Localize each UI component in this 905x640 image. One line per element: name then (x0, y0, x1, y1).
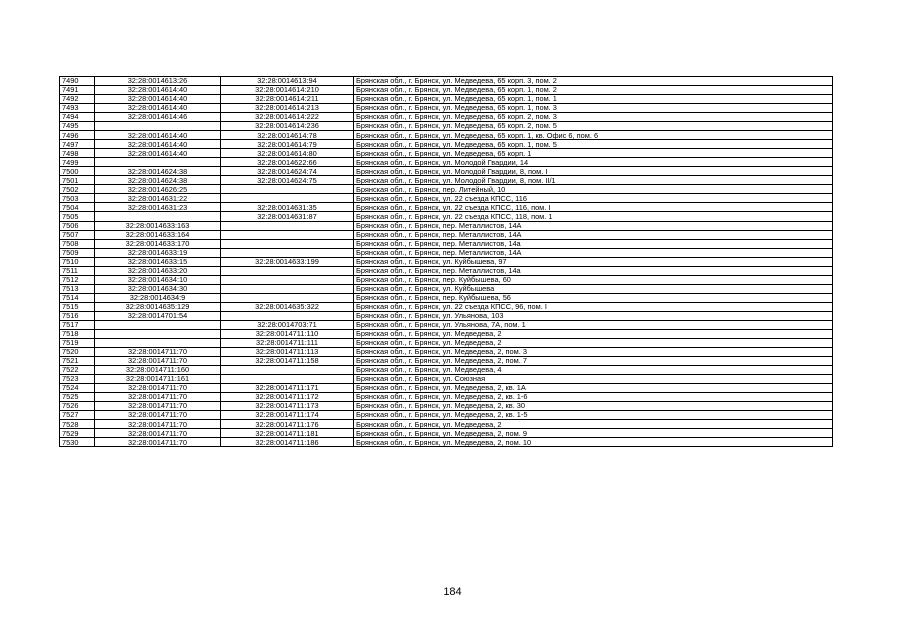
row-number-cell: 7491 (60, 86, 95, 95)
cadastral-object-cell: 32:28:0014711:181 (221, 429, 354, 438)
cadastral-object-cell: 32:28:0014631:35 (221, 203, 354, 212)
address-cell: Брянская обл., г. Брянск, ул. Медведева, 65 корп. 1, пом. 3 (354, 104, 833, 113)
cadastral-object-cell (221, 194, 354, 203)
table-row (60, 438, 833, 447)
row-number-cell: 7492 (60, 95, 95, 104)
address-cell: Брянская обл., г. Брянск, пер. Металлистов, 14а (354, 266, 833, 275)
cadastral-object-cell (221, 185, 354, 194)
row-number-cell: 7498 (60, 149, 95, 158)
row-number-cell: 7514 (60, 293, 95, 302)
table-row (60, 275, 833, 284)
cadastral-object-cell (221, 239, 354, 248)
cadastral-block-cell: 32:28:0014635:129 (95, 302, 221, 311)
cadastral-block-cell: 32:28:0014613:26 (95, 77, 221, 86)
cadastral-object-cell: 32:28:0014622:66 (221, 158, 354, 167)
cadastral-object-cell: 32:28:0014711:186 (221, 438, 354, 447)
cadastral-block-cell (95, 122, 221, 131)
cadastral-block-cell: 32:28:0014626:25 (95, 185, 221, 194)
address-cell: Брянская обл., г. Брянск, ул. Медведева, 2, кв. 30 (354, 402, 833, 411)
table-row (60, 185, 833, 194)
cadastral-block-cell: 32:28:0014711:70 (95, 347, 221, 356)
address-cell: Брянская обл., г. Брянск, ул. Куйбышева (354, 284, 833, 293)
row-number-cell: 7517 (60, 320, 95, 329)
row-number-cell: 7522 (60, 366, 95, 375)
cadastral-block-cell (95, 320, 221, 329)
table-row (60, 420, 833, 429)
address-cell: Брянская обл., г. Брянск, ул. Союзная (354, 375, 833, 384)
table-row (60, 77, 833, 86)
cadastral-block-cell: 32:28:0014633:19 (95, 248, 221, 257)
cadastral-object-cell: 32:28:0014711:173 (221, 402, 354, 411)
address-cell: Брянская обл., г. Брянск, ул. 22 съезда КПСС, 116, пом. I (354, 203, 833, 212)
row-number-cell: 7510 (60, 257, 95, 266)
cadastral-block-cell: 32:28:0014634:30 (95, 284, 221, 293)
cadastral-block-cell: 32:28:0014633:163 (95, 221, 221, 230)
cadastral-object-cell: 32:28:0014711:110 (221, 329, 354, 338)
address-cell: Брянская обл., г. Брянск, ул. Ульянова, 7А, пом. 1 (354, 320, 833, 329)
address-cell: Брянская обл., г. Брянск, ул. Медведева, 2, кв. 1-6 (354, 393, 833, 402)
row-number-cell: 7521 (60, 356, 95, 365)
address-cell: Брянская обл., г. Брянск, ул. Медведева, 2, пом. 10 (354, 438, 833, 447)
cadastral-block-cell: 32:28:0014614:40 (95, 149, 221, 158)
cadastral-block-cell: 32:28:0014634:9 (95, 293, 221, 302)
address-cell: Брянская обл., г. Брянск, ул. Медведева, 2, кв. 1А (354, 384, 833, 393)
address-cell: Брянская обл., г. Брянск, ул. Куйбышева, 97 (354, 257, 833, 266)
cadastral-object-cell: 32:28:0014624:75 (221, 176, 354, 185)
table-row (60, 194, 833, 203)
cadastral-block-cell: 32:28:0014633:164 (95, 230, 221, 239)
cadastral-object-cell: 32:28:0014711:158 (221, 356, 354, 365)
row-number-cell: 7513 (60, 284, 95, 293)
address-cell: Брянская обл., г. Брянск, пер. Металлистов, 14А (354, 221, 833, 230)
row-number-cell: 7509 (60, 248, 95, 257)
cadastral-object-cell: 32:28:0014614:80 (221, 149, 354, 158)
table-row (60, 411, 833, 420)
cadastral-block-cell (95, 212, 221, 221)
row-number-cell: 7494 (60, 113, 95, 122)
row-number-cell: 7505 (60, 212, 95, 221)
cadastral-object-cell: 32:28:0014624:74 (221, 167, 354, 176)
table-row (60, 338, 833, 347)
row-number-cell: 7507 (60, 230, 95, 239)
table-row (60, 266, 833, 275)
table-row (60, 356, 833, 365)
address-cell: Брянская обл., г. Брянск, ул. Медведева, 2 (354, 338, 833, 347)
cadastral-block-cell: 32:28:0014631:23 (95, 203, 221, 212)
address-cell: Брянская обл., г. Брянск, ул. 22 съезда КПСС, 116 (354, 194, 833, 203)
cadastral-object-cell (221, 293, 354, 302)
cadastral-object-cell (221, 275, 354, 284)
row-number-cell: 7501 (60, 176, 95, 185)
cadastral-object-cell: 32:28:0014711:111 (221, 338, 354, 347)
cadastral-object-cell: 32:28:0014703:71 (221, 320, 354, 329)
cadastral-object-cell: 32:28:0014711:172 (221, 393, 354, 402)
table-row (60, 221, 833, 230)
address-cell: Брянская обл., г. Брянск, ул. 22 съезда КПСС, 118, пом. 1 (354, 212, 833, 221)
table-row (60, 429, 833, 438)
address-cell: Брянская обл., г. Брянск, ул. Медведева, 2, пом. 3 (354, 347, 833, 356)
cadastral-object-cell: 32:28:0014614:78 (221, 131, 354, 140)
table-row (60, 122, 833, 131)
cadastral-block-cell: 32:28:0014711:70 (95, 402, 221, 411)
row-number-cell: 7497 (60, 140, 95, 149)
cadastral-object-cell (221, 248, 354, 257)
table-row (60, 375, 833, 384)
table-row (60, 329, 833, 338)
cadastral-block-cell: 32:28:0014614:40 (95, 131, 221, 140)
cadastral-object-cell (221, 284, 354, 293)
cadastral-object-cell (221, 266, 354, 275)
cadastral-object-cell: 32:28:0014614:213 (221, 104, 354, 113)
cadastral-block-cell (95, 329, 221, 338)
address-cell: Брянская обл., г. Брянск, ул. Медведева, 65 корп. 1, пом. 1 (354, 95, 833, 104)
table-row (60, 366, 833, 375)
cadastral-block-cell: 32:28:0014631:22 (95, 194, 221, 203)
cadastral-object-cell (221, 366, 354, 375)
registry-table-body (60, 77, 833, 447)
row-number-cell: 7495 (60, 122, 95, 131)
row-number-cell: 7515 (60, 302, 95, 311)
row-number-cell: 7526 (60, 402, 95, 411)
cadastral-block-cell: 32:28:0014614:40 (95, 140, 221, 149)
cadastral-block-cell: 32:28:0014614:46 (95, 113, 221, 122)
address-cell: Брянская обл., г. Брянск, ул. Медведева, 2, кв. 1-5 (354, 411, 833, 420)
cadastral-object-cell (221, 230, 354, 239)
address-cell: Брянская обл., г. Брянск, ул. Ульянова, 103 (354, 311, 833, 320)
cadastral-object-cell: 32:28:0014631:87 (221, 212, 354, 221)
table-row (60, 230, 833, 239)
cadastral-object-cell: 32:28:0014614:79 (221, 140, 354, 149)
address-cell: Брянская обл., г. Брянск, ул. Медведева, 65 корп. 1, пом. 5 (354, 140, 833, 149)
cadastral-object-cell (221, 221, 354, 230)
table-row (60, 149, 833, 158)
table-row (60, 302, 833, 311)
address-cell: Брянская обл., г. Брянск, ул. Медведева, 4 (354, 366, 833, 375)
table-row (60, 176, 833, 185)
row-number-cell: 7511 (60, 266, 95, 275)
table-row (60, 158, 833, 167)
cadastral-object-cell: 32:28:0014711:113 (221, 347, 354, 356)
cadastral-object-cell: 32:28:0014614:210 (221, 86, 354, 95)
table-row (60, 393, 833, 402)
table-row (60, 131, 833, 140)
row-number-cell: 7524 (60, 384, 95, 393)
row-number-cell: 7525 (60, 393, 95, 402)
row-number-cell: 7519 (60, 338, 95, 347)
address-cell: Брянская обл., г. Брянск, ул. Медведева, 2, пом. 9 (354, 429, 833, 438)
address-cell: Брянская обл., г. Брянск, ул. Медведева, 65 корп. 1 (354, 149, 833, 158)
cadastral-block-cell: 32:28:0014711:70 (95, 393, 221, 402)
address-cell: Брянская обл., г. Брянск, ул. Медведева, 2, пом. 7 (354, 356, 833, 365)
table-row (60, 140, 833, 149)
table-row (60, 167, 833, 176)
cadastral-block-cell: 32:28:0014633:20 (95, 266, 221, 275)
cadastral-object-cell (221, 311, 354, 320)
row-number-cell: 7518 (60, 329, 95, 338)
row-number-cell: 7502 (60, 185, 95, 194)
table-row (60, 203, 833, 212)
row-number-cell: 7493 (60, 104, 95, 113)
row-number-cell: 7506 (60, 221, 95, 230)
table-row (60, 284, 833, 293)
table-row (60, 95, 833, 104)
address-cell: Брянская обл., г. Брянск, ул. Медведева, 65 корп. 1, пом. 2 (354, 86, 833, 95)
cadastral-object-cell: 32:28:0014614:236 (221, 122, 354, 131)
address-cell: Брянская обл., г. Брянск, ул. 22 съезда КПСС, 96, пом. I (354, 302, 833, 311)
table-row (60, 239, 833, 248)
row-number-cell: 7516 (60, 311, 95, 320)
cadastral-block-cell: 32:28:0014711:70 (95, 420, 221, 429)
row-number-cell: 7530 (60, 438, 95, 447)
cadastral-object-cell: 32:28:0014711:174 (221, 411, 354, 420)
cadastral-block-cell: 32:28:0014614:40 (95, 95, 221, 104)
cadastral-block-cell (95, 158, 221, 167)
cadastral-block-cell: 32:28:0014711:70 (95, 438, 221, 447)
cadastral-block-cell: 32:28:0014633:170 (95, 239, 221, 248)
address-cell: Брянская обл., г. Брянск, ул. Молодой Гвардии, 14 (354, 158, 833, 167)
address-cell: Брянская обл., г. Брянск, пер. Металлистов, 14а (354, 239, 833, 248)
row-number-cell: 7500 (60, 167, 95, 176)
table-row (60, 384, 833, 393)
cadastral-object-cell: 32:28:0014711:176 (221, 420, 354, 429)
cadastral-object-cell: 32:28:0014633:199 (221, 257, 354, 266)
row-number-cell: 7499 (60, 158, 95, 167)
table-row (60, 293, 833, 302)
cadastral-block-cell: 32:28:0014711:161 (95, 375, 221, 384)
table-row (60, 402, 833, 411)
cadastral-block-cell: 32:28:0014711:70 (95, 356, 221, 365)
cadastral-object-cell: 32:28:0014614:222 (221, 113, 354, 122)
address-cell: Брянская обл., г. Брянск, ул. Медведева, 65 корп. 1, кв. Офис 6, пом. 6 (354, 131, 833, 140)
table-row (60, 347, 833, 356)
cadastral-block-cell: 32:28:0014711:70 (95, 384, 221, 393)
address-cell: Брянская обл., г. Брянск, ул. Молодой Гвардии, 8, пом. II/1 (354, 176, 833, 185)
cadastral-block-cell: 32:28:0014614:40 (95, 104, 221, 113)
row-number-cell: 7508 (60, 239, 95, 248)
cadastral-object-cell: 32:28:0014635:322 (221, 302, 354, 311)
address-cell: Брянская обл., г. Брянск, пер. Куйбышева, 60 (354, 275, 833, 284)
row-number-cell: 7528 (60, 420, 95, 429)
address-cell: Брянская обл., г. Брянск, ул. Молодой Гвардии, 8, пом. I (354, 167, 833, 176)
page-number: 184 (443, 586, 462, 598)
cadastral-block-cell: 32:28:0014614:40 (95, 86, 221, 95)
table-row (60, 104, 833, 113)
cadastral-block-cell: 32:28:0014634:10 (95, 275, 221, 284)
address-cell: Брянская обл., г. Брянск, пер. Металлистов, 14А (354, 230, 833, 239)
table-row (60, 320, 833, 329)
address-cell: Брянская обл., г. Брянск, ул. Медведева, 65 корп. 2, пом. 3 (354, 113, 833, 122)
cadastral-block-cell: 32:28:0014711:160 (95, 366, 221, 375)
row-number-cell: 7503 (60, 194, 95, 203)
address-cell: Брянская обл., г. Брянск, ул. Медведева, 2 (354, 420, 833, 429)
address-cell: Брянская обл., г. Брянск, пер. Куйбышева, 56 (354, 293, 833, 302)
row-number-cell: 7496 (60, 131, 95, 140)
cadastral-block-cell: 32:28:0014711:70 (95, 411, 221, 420)
row-number-cell: 7490 (60, 77, 95, 86)
row-number-cell: 7512 (60, 275, 95, 284)
address-cell: Брянская обл., г. Брянск, пер. Металлистов, 14А (354, 248, 833, 257)
table-row (60, 86, 833, 95)
cadastral-object-cell: 32:28:0014711:171 (221, 384, 354, 393)
cadastral-block-cell: 32:28:0014624:38 (95, 176, 221, 185)
registry-table (59, 76, 833, 447)
address-cell: Брянская обл., г. Брянск, ул. Медведева, 65 корп. 2, пом. 5 (354, 122, 833, 131)
table-row (60, 113, 833, 122)
address-cell: Брянская обл., г. Брянск, ул. Медведева, 2 (354, 329, 833, 338)
table-row (60, 248, 833, 257)
cadastral-block-cell: 32:28:0014633:15 (95, 257, 221, 266)
table-row (60, 257, 833, 266)
cadastral-object-cell: 32:28:0014614:211 (221, 95, 354, 104)
cadastral-block-cell: 32:28:0014711:70 (95, 429, 221, 438)
row-number-cell: 7504 (60, 203, 95, 212)
cadastral-object-cell: 32:28:0014613:94 (221, 77, 354, 86)
row-number-cell: 7523 (60, 375, 95, 384)
cadastral-block-cell: 32:28:0014701:54 (95, 311, 221, 320)
table-row (60, 212, 833, 221)
cadastral-block-cell: 32:28:0014624:38 (95, 167, 221, 176)
table-row (60, 311, 833, 320)
row-number-cell: 7529 (60, 429, 95, 438)
row-number-cell: 7520 (60, 347, 95, 356)
cadastral-object-cell (221, 375, 354, 384)
address-cell: Брянская обл., г. Брянск, ул. Медведева, 65 корп. 3, пом. 2 (354, 77, 833, 86)
address-cell: Брянская обл., г. Брянск, пер. Литейный, 10 (354, 185, 833, 194)
row-number-cell: 7527 (60, 411, 95, 420)
cadastral-block-cell (95, 338, 221, 347)
